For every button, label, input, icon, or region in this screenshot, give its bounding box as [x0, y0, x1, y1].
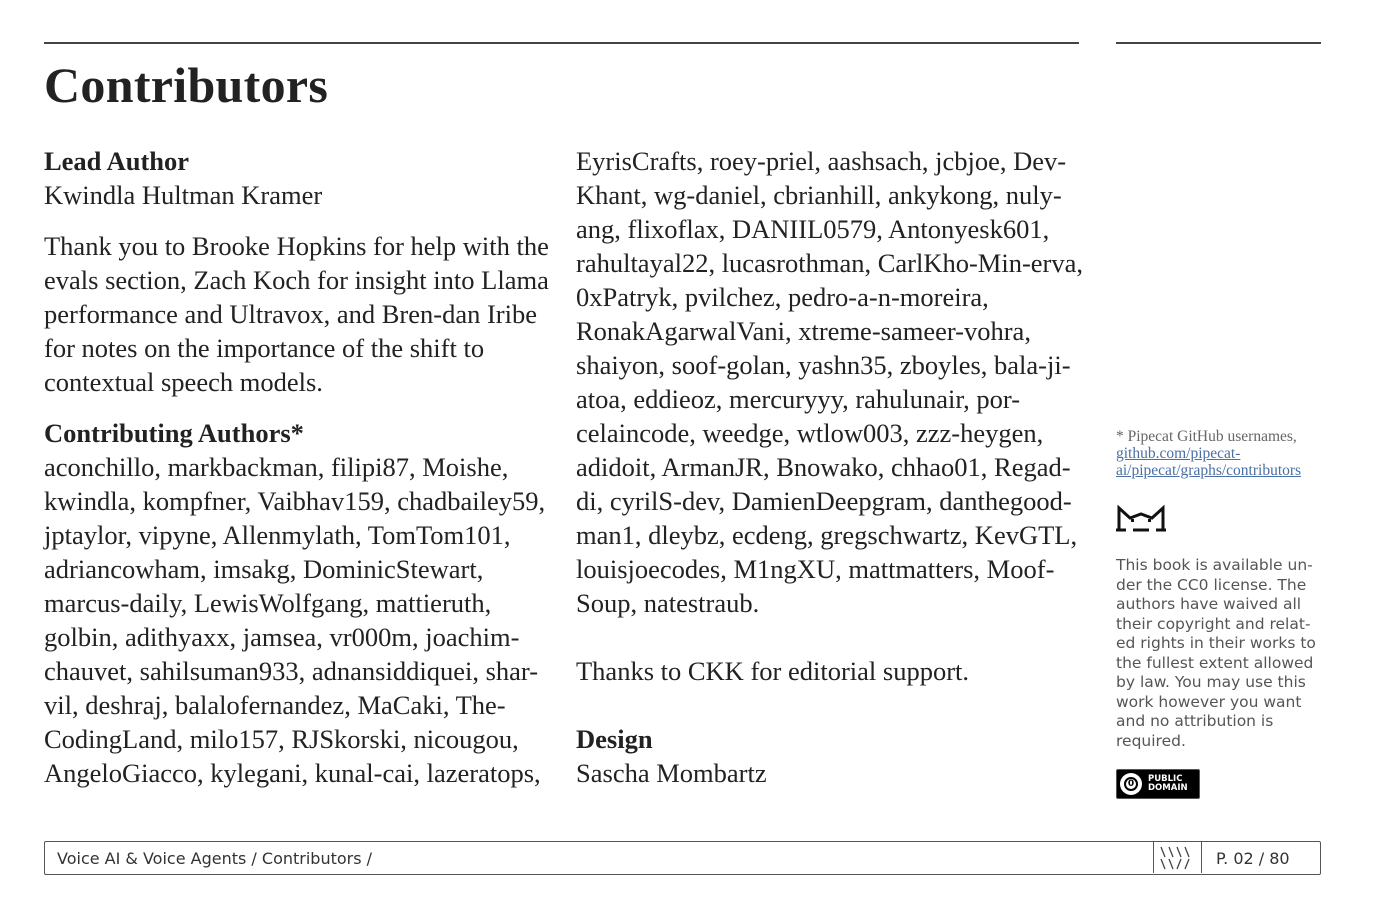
contributors-list-part-1: aconchillo, markbackman, filipi87, Moishe, kwindla, kompfner, Vaibhav159, chadbailey59, jptaylor, vipyne, Allenmylath, TomTom101, adriancowham, imsakg, DominicStewart, marcus-daily, LewisWolfgang, mattieruth, golbin, adithyaxx, jamsea, vr000m, joachim-chauvet, sahilsuman933, adnansiddiquei, shar-vil, deshraj, balalofernandez, MaCaki, The-CodingLand, milo157, RJSkorski, nicougou, AngeloGiacco, kylegani, kunal-cai, lazeratops, [44, 452, 546, 788]
contributors-footnote [1116, 428, 1331, 479]
diagonal-lines-icon [1157, 845, 1197, 871]
design-heading: Design [576, 724, 653, 754]
pipecat-logo-icon [1116, 502, 1166, 536]
top-rule-sidebar [1116, 42, 1321, 44]
badge-line-1: PUBLIC [1148, 774, 1183, 784]
content-column-right [576, 144, 1086, 790]
footnote-text: * Pipecat GitHub usernames, [1116, 428, 1297, 445]
content-column-left [44, 144, 554, 790]
badge-line-2: DOMAIN [1148, 783, 1188, 793]
lead-author-heading: Lead Author [44, 146, 190, 176]
designer-name: Sascha Mombartz [576, 758, 767, 788]
contributing-authors-heading: Contributing Authors* [44, 418, 304, 448]
page-footer [44, 841, 1321, 875]
breadcrumb: Voice AI & Voice Agents / Contributors / [57, 849, 373, 868]
editorial-thanks: Thanks to CKK for editorial support. [576, 656, 970, 686]
lead-author-name: Kwindla Hultman Kramer [44, 180, 323, 210]
page-number: P. 02 / 80 [1216, 849, 1290, 868]
public-domain-badge [1116, 769, 1200, 799]
top-rule-main [44, 42, 1079, 44]
license-text: This book is available un-der the CC0 license. The authors have waived all their copyright and relat-ed rights in their works to the fullest extent allowed by law. You may use this work however you want and no attribution is required. [1116, 556, 1316, 750]
footer-divider [1201, 842, 1202, 873]
page-title: Contributors [44, 57, 329, 113]
cc-zero-icon: 0 [1120, 773, 1142, 795]
footer-divider [1153, 842, 1154, 873]
contributors-list-part-2: EyrisCrafts, roey-priel, aashsach, jcbjoe, Dev-Khant, wg-daniel, cbrianhill, ankykong, nuly-ang, flixoflax, DANIIL0579, Antonyesk601, rahultayal22, lucasrothman, CarlKho-Min-erva, 0xPatryk, pvilchez, pedro-a-n-moreira, RonakAgarwalVani, xtreme-sameer-vohra, shaiyon, soof-golan, yashn35, zboyles, bala-ji-atoa, eddieoz, mercuryyy, rahulunair, por-celaincode, weedge, wtlow003, zzz-heygen, adidoit, ArmanJR, Bnowako, chhao01, Regad-di, cyrilS-dev, DamienDeepgram, danthegood-man1, dleybz, ecdeng, gregschwartz, KevGTL, louisjoecodes, M1ngXU, mattmatters, Moof-Soup, natestraub. [576, 146, 1084, 618]
contributors-link[interactable]: github.com/pipecat-ai/pipecat/graphs/contributors [1116, 445, 1302, 479]
thanks-paragraph: Thank you to Brooke Hopkins for help with the evals section, Zach Koch for insight into Llama performance and Ultravox, and Bren-dan Iribe for notes on the importance of the shift to contextual speech models. [44, 231, 549, 397]
